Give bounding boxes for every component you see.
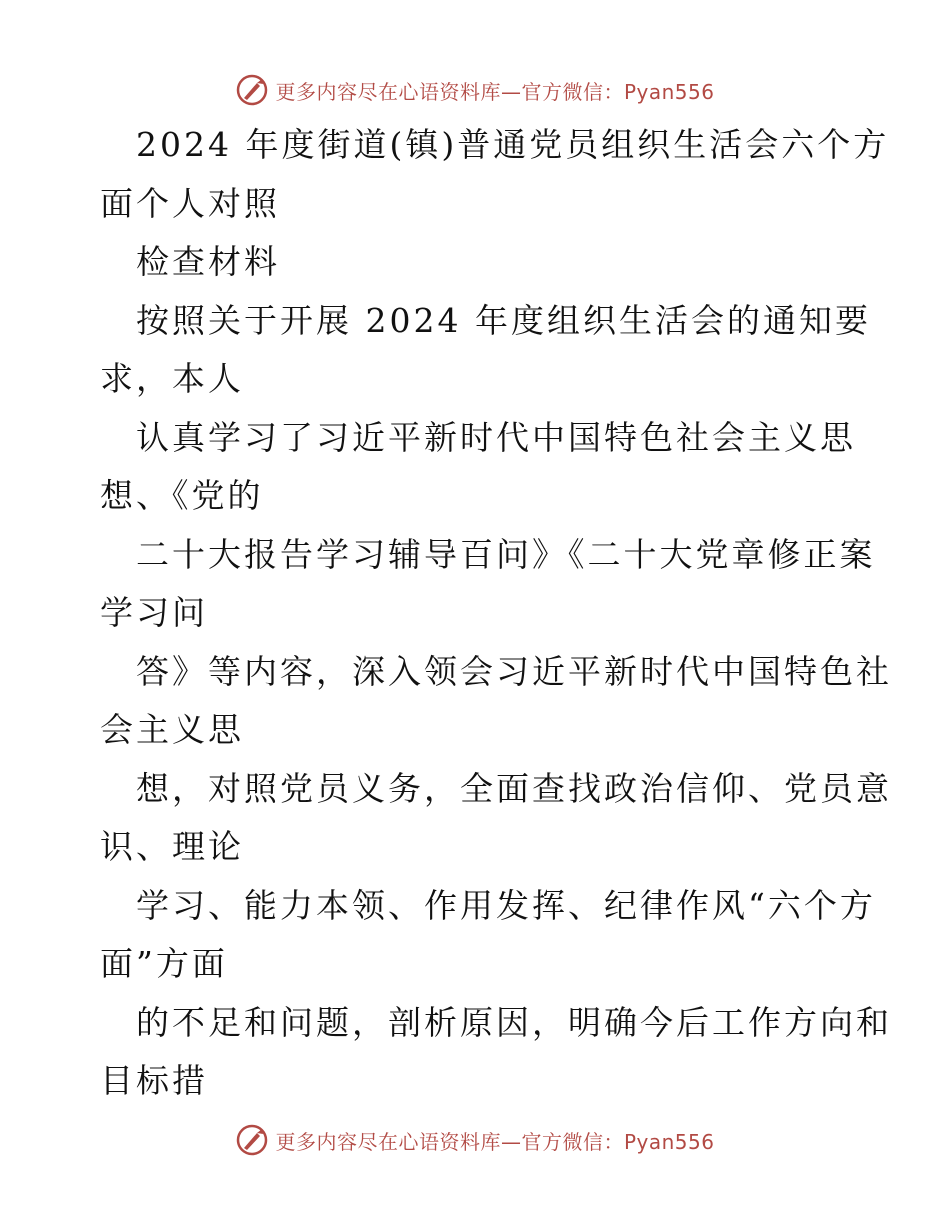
document-line: 答》等内容，深入领会习近平新时代中国特色社 xyxy=(136,651,892,691)
document-line: 想、《党的 xyxy=(100,476,264,515)
document-body xyxy=(100,116,892,1111)
document-line: 二十大报告学习辅导百问》《二十大党章修正案 xyxy=(136,534,876,574)
watermark-text: 更多内容尽在心语资料库—官方微信：Pyan556 xyxy=(275,79,715,104)
document-line: 认真学习了习近平新时代中国特色社会主义思 xyxy=(136,417,856,457)
header-watermark xyxy=(0,70,950,110)
document-line: 的不足和问题，剖析原因，明确今后工作方向和 xyxy=(136,1002,892,1042)
quill-pen-logo-icon xyxy=(235,73,269,107)
footer-watermark xyxy=(0,1120,950,1160)
document-line: 学习问 xyxy=(100,593,208,632)
document-line: 面”方面 xyxy=(100,944,228,983)
quill-pen-logo-icon xyxy=(235,1123,269,1157)
document-line: 按照关于开展 2024 年度组织生活会的通知要 xyxy=(136,300,871,340)
watermark-text: 更多内容尽在心语资料库—官方微信：Pyan556 xyxy=(275,1129,715,1154)
document-line: 识、理论 xyxy=(100,827,244,866)
document-line: 学习、能力本领、作用发挥、纪律作风“六个方 xyxy=(136,885,876,925)
document-line: 会主义思 xyxy=(100,710,244,749)
document-line: 目标措 xyxy=(100,1061,208,1100)
document-line: 想，对照党员义务，全面查找政治信仰、党员意 xyxy=(136,768,892,808)
document-line: 求，本人 xyxy=(100,359,244,398)
document-line: 面个人对照 xyxy=(100,183,280,223)
document-line: 2024 年度街道(镇)普通党员组织生活会六个方 xyxy=(136,125,890,164)
document-line: 检查材料 xyxy=(136,242,280,281)
